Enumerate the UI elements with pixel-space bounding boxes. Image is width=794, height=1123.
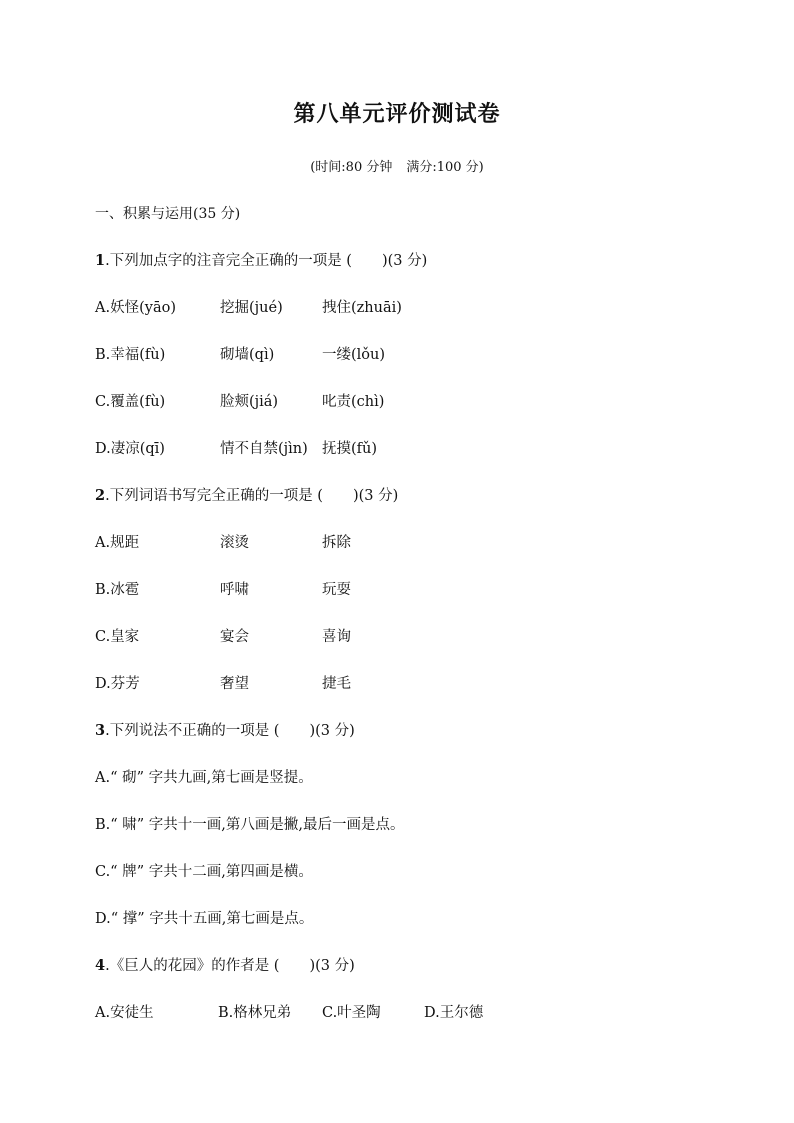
option-text: 捷毛 [322, 676, 351, 692]
full-score: 满分:100 分) [406, 160, 484, 175]
question-stem: .下列加点字的注音完全正确的一项是 ( [105, 253, 352, 269]
option-text: A.妖怪(yāo) [95, 300, 176, 316]
exam-subtitle [0, 156, 794, 175]
option-text: 拆除 [322, 535, 351, 551]
option-text: D.芬芳 [95, 676, 140, 692]
question-points: )(3 分) [309, 958, 355, 974]
question-number: 4 [95, 957, 106, 974]
option-text: 砌墙(qì) [220, 347, 275, 363]
option-text: 拽住(zhuāi) [322, 300, 402, 316]
option-text: 呼啸 [220, 582, 249, 598]
q1-option-c[interactable] [95, 390, 715, 410]
q2-option-d[interactable] [95, 672, 715, 692]
q3-option-d[interactable]: D.“ 撑” 字共十五画,第七画是点。 [95, 911, 314, 927]
question-2 [95, 484, 398, 505]
section-heading: 一、积累与运用(35 分) [95, 206, 241, 222]
question-stem: .《巨人的花园》的作者是 ( [105, 958, 280, 974]
question-points: )(3 分) [309, 723, 355, 739]
option-text: 抚摸(fǔ) [322, 441, 378, 457]
question-points: )(3 分) [381, 253, 428, 269]
question-stem: .下列说法不正确的一项是 ( [105, 723, 280, 739]
option-text: 玩耍 [322, 582, 351, 598]
q4-option-c[interactable]: C.叶圣陶 [322, 1005, 381, 1021]
exam-title: 第八单元评价测试卷 [293, 101, 501, 127]
time-limit: (时间:80 分钟 [310, 160, 393, 175]
q4-option-b[interactable]: B.格林兄弟 [218, 1005, 292, 1021]
question-number: 2 [95, 487, 106, 504]
q4-option-d[interactable]: D.王尔德 [424, 1005, 484, 1021]
question-4 [95, 954, 355, 975]
q4-option-a[interactable]: A.安徒生 [95, 1005, 154, 1021]
option-text: A.规距 [95, 535, 140, 551]
option-text: 奢望 [220, 676, 249, 692]
option-text: 挖掘(jué) [220, 300, 283, 316]
option-text: B.幸福(fù) [95, 347, 166, 363]
option-text: 脸颊(jiá) [220, 394, 279, 410]
question-1 [95, 249, 427, 270]
q1-option-b[interactable] [95, 343, 715, 363]
q4-options [95, 1001, 715, 1021]
q3-option-c[interactable]: C.“ 牌” 字共十二画,第四画是横。 [95, 864, 313, 880]
q2-option-b[interactable] [95, 578, 715, 598]
question-points: )(3 分) [352, 488, 399, 504]
question-number: 1 [95, 252, 106, 269]
q3-option-b[interactable]: B.“ 啸” 字共十一画,第八画是撇,最后一画是点。 [95, 817, 405, 833]
q3-option-a[interactable]: A.“ 砌” 字共九画,第七画是竖提。 [95, 770, 313, 786]
option-text: B.冰雹 [95, 582, 140, 598]
option-text: C.覆盖(fù) [95, 394, 166, 410]
option-text: 情不自禁(jìn) [220, 441, 308, 457]
question-stem: .下列词语书写完全正确的一项是 ( [105, 488, 323, 504]
option-text: 叱责(chì) [322, 394, 385, 410]
q1-option-d[interactable] [95, 437, 715, 457]
option-text: 喜询 [322, 629, 351, 645]
option-text: 一缕(lǒu) [322, 347, 386, 363]
option-text: 滚烫 [220, 535, 249, 551]
option-text: C.皇家 [95, 629, 140, 645]
option-text: 宴会 [220, 629, 249, 645]
question-number: 3 [95, 722, 106, 739]
q1-option-a[interactable] [95, 296, 715, 316]
q2-option-c[interactable] [95, 625, 715, 645]
q2-option-a[interactable] [95, 531, 715, 551]
option-text: D.凄凉(qī) [95, 441, 165, 457]
question-3 [95, 719, 355, 740]
